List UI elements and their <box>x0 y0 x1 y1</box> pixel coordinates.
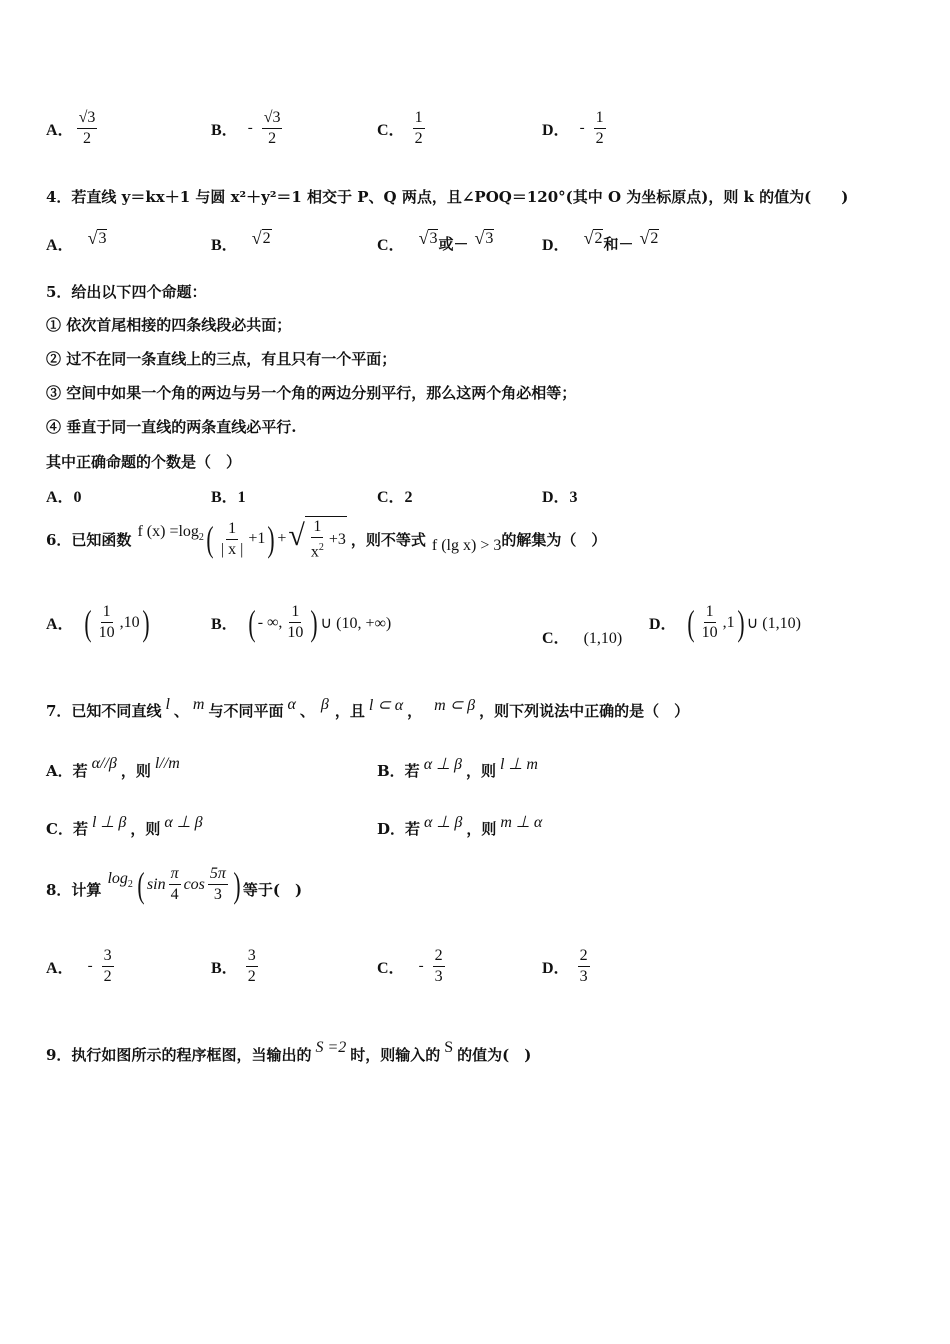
fraction: $\frac{√3}{2}$ <box>78 109 96 147</box>
q3-option-a <box>46 108 100 149</box>
sqrt: √ 3 <box>474 228 494 248</box>
q7-stem: 7．已知不同直线 l 、 m 与不同平面 α 、 β ，且 l ⊂ α ， m ⊂ β ，则下列说法中正确的是（ ） <box>46 695 690 720</box>
q3-option-b: B． - $\frac{√3}{2}$ <box>211 109 281 147</box>
q7-option-c: C．若 l ⊥ β ，则 α ⊥ β <box>46 813 203 838</box>
q4-option-c: C． √ 3 或－ √ 3 <box>377 228 494 254</box>
sqrt: √ 3 <box>418 228 438 248</box>
q4-option-b: B． √ 2 <box>211 228 271 254</box>
q8-option-c: C． - $\frac{2}{3}$ <box>377 947 443 985</box>
fraction: $\frac{1}{10}$ <box>287 603 304 641</box>
option-label: B． <box>211 122 238 139</box>
sqrt: √ 2 <box>639 228 659 248</box>
q5-item-4: ④ 垂直于同一直线的两条直线必平行. <box>46 418 297 436</box>
q5-item-1: ① 依次首尾相接的四条线段必共面； <box>46 316 292 334</box>
fraction: $\frac{1}{10}$ <box>98 603 115 641</box>
fraction: $\frac{1}{2}$ <box>595 109 604 147</box>
q5-option-a: A．0 <box>46 489 82 506</box>
q7-option-a: A．若 α//β ，则 l//m <box>46 754 180 780</box>
q5-option-d: D．3 <box>542 489 578 506</box>
fraction: $\frac{3}{2}$ <box>103 947 112 985</box>
fraction: $\frac{1}{| x |}$ <box>220 519 244 558</box>
q4-stem: 4．若直线 y＝kx＋1 与圆 x²＋y²＝1 相交于 P、Q 两点，且∠POQ＝120°(其中 O 为坐标原点)，则 k 的值为( ) <box>46 188 849 206</box>
function-definition: f $(x) =\log_2$ <box>137 523 204 544</box>
fraction: $\frac{3}{2}$ <box>247 947 256 985</box>
sqrt: √ 3 <box>87 228 107 248</box>
sqrt: √ 2 <box>251 228 271 248</box>
q5-item-3: ③ 空间中如果一个角的两边与另一个角的两边分别平行，那么这两个角必相等； <box>46 384 577 402</box>
q8-option-d: D． $\frac{2}{3}$ <box>542 947 588 985</box>
fraction: $\frac{5\pi}{3}$ <box>209 865 226 903</box>
q7-option-b: B．若 α ⊥ β ，则 l ⊥ m <box>377 755 538 780</box>
sqrt: √ 2 <box>583 228 603 248</box>
q8-option-a: A． - $\frac{3}{2}$ <box>46 947 112 985</box>
q4-option-d: D． √ 2 和－ √ 2 <box>542 228 659 254</box>
option-label: C． <box>377 122 405 139</box>
q6-option-a: A． ( $\frac{1}{10}$ ,10 ) <box>46 602 150 643</box>
q6-stem: 6．已知函数 f $(x) =\log_2$ ( $\frac{1}{| x |}$ +1 ) + √ $\frac{1}{x^2}$ +3 ，则不等式 f (lg x) > 3 的解集为（ ） <box>46 518 607 561</box>
fraction: $\frac{1}{10}$ <box>701 603 718 641</box>
q3-option-c <box>377 108 428 149</box>
q5-item-2: ② 过不在同一条直线上的三点，有且只有一个平面； <box>46 350 397 368</box>
q6-option-d: D． ( $\frac{1}{10}$ ,1 ) ∪ (1,10) <box>649 602 801 643</box>
q7-option-d: D．若 α ⊥ β ，则 m ⊥ α <box>377 813 543 838</box>
fraction: $\frac{1}{2}$ <box>414 109 423 147</box>
q8-option-b: B． $\frac{3}{2}$ <box>211 947 256 985</box>
fraction: $\frac{2}{3}$ <box>579 947 588 985</box>
fraction: $\frac{2}{3}$ <box>434 947 443 985</box>
q8-stem: 8．计算 $\log_2$ ( sin $\frac{\pi}{4}$ cos $\frac{5\pi}{3}$ ) 等于( ) <box>46 864 303 905</box>
q9-stem: 9．执行如图所示的程序框图，当输出的 S =2 时，则输入的 S 的值为( ) <box>46 1038 532 1064</box>
q3-option-d: D． - $\frac{1}{2}$ <box>542 109 604 147</box>
option-label: D． <box>542 122 570 139</box>
fraction: $\frac{√3}{2}$ <box>263 109 281 147</box>
q5-question: 其中正确命题的个数是（ ） <box>46 453 242 471</box>
q4-option-a: A． √ 3 <box>46 228 107 254</box>
sqrt: √ $\frac{1}{x^2}$ +3 <box>288 518 346 561</box>
q5-option-c: C．2 <box>377 489 413 506</box>
option-label: A． <box>46 122 74 139</box>
q6-option-c: C． (1,10) <box>542 629 623 647</box>
q5-stem: 5．给出以下四个命题： <box>46 283 207 301</box>
fraction: $\frac{\pi}{4}$ <box>170 865 179 903</box>
q6-option-b: B． ( - ∞, $\frac{1}{10}$ ) ∪ (10, +∞) <box>211 602 392 643</box>
q5-option-b: B．1 <box>211 489 246 506</box>
